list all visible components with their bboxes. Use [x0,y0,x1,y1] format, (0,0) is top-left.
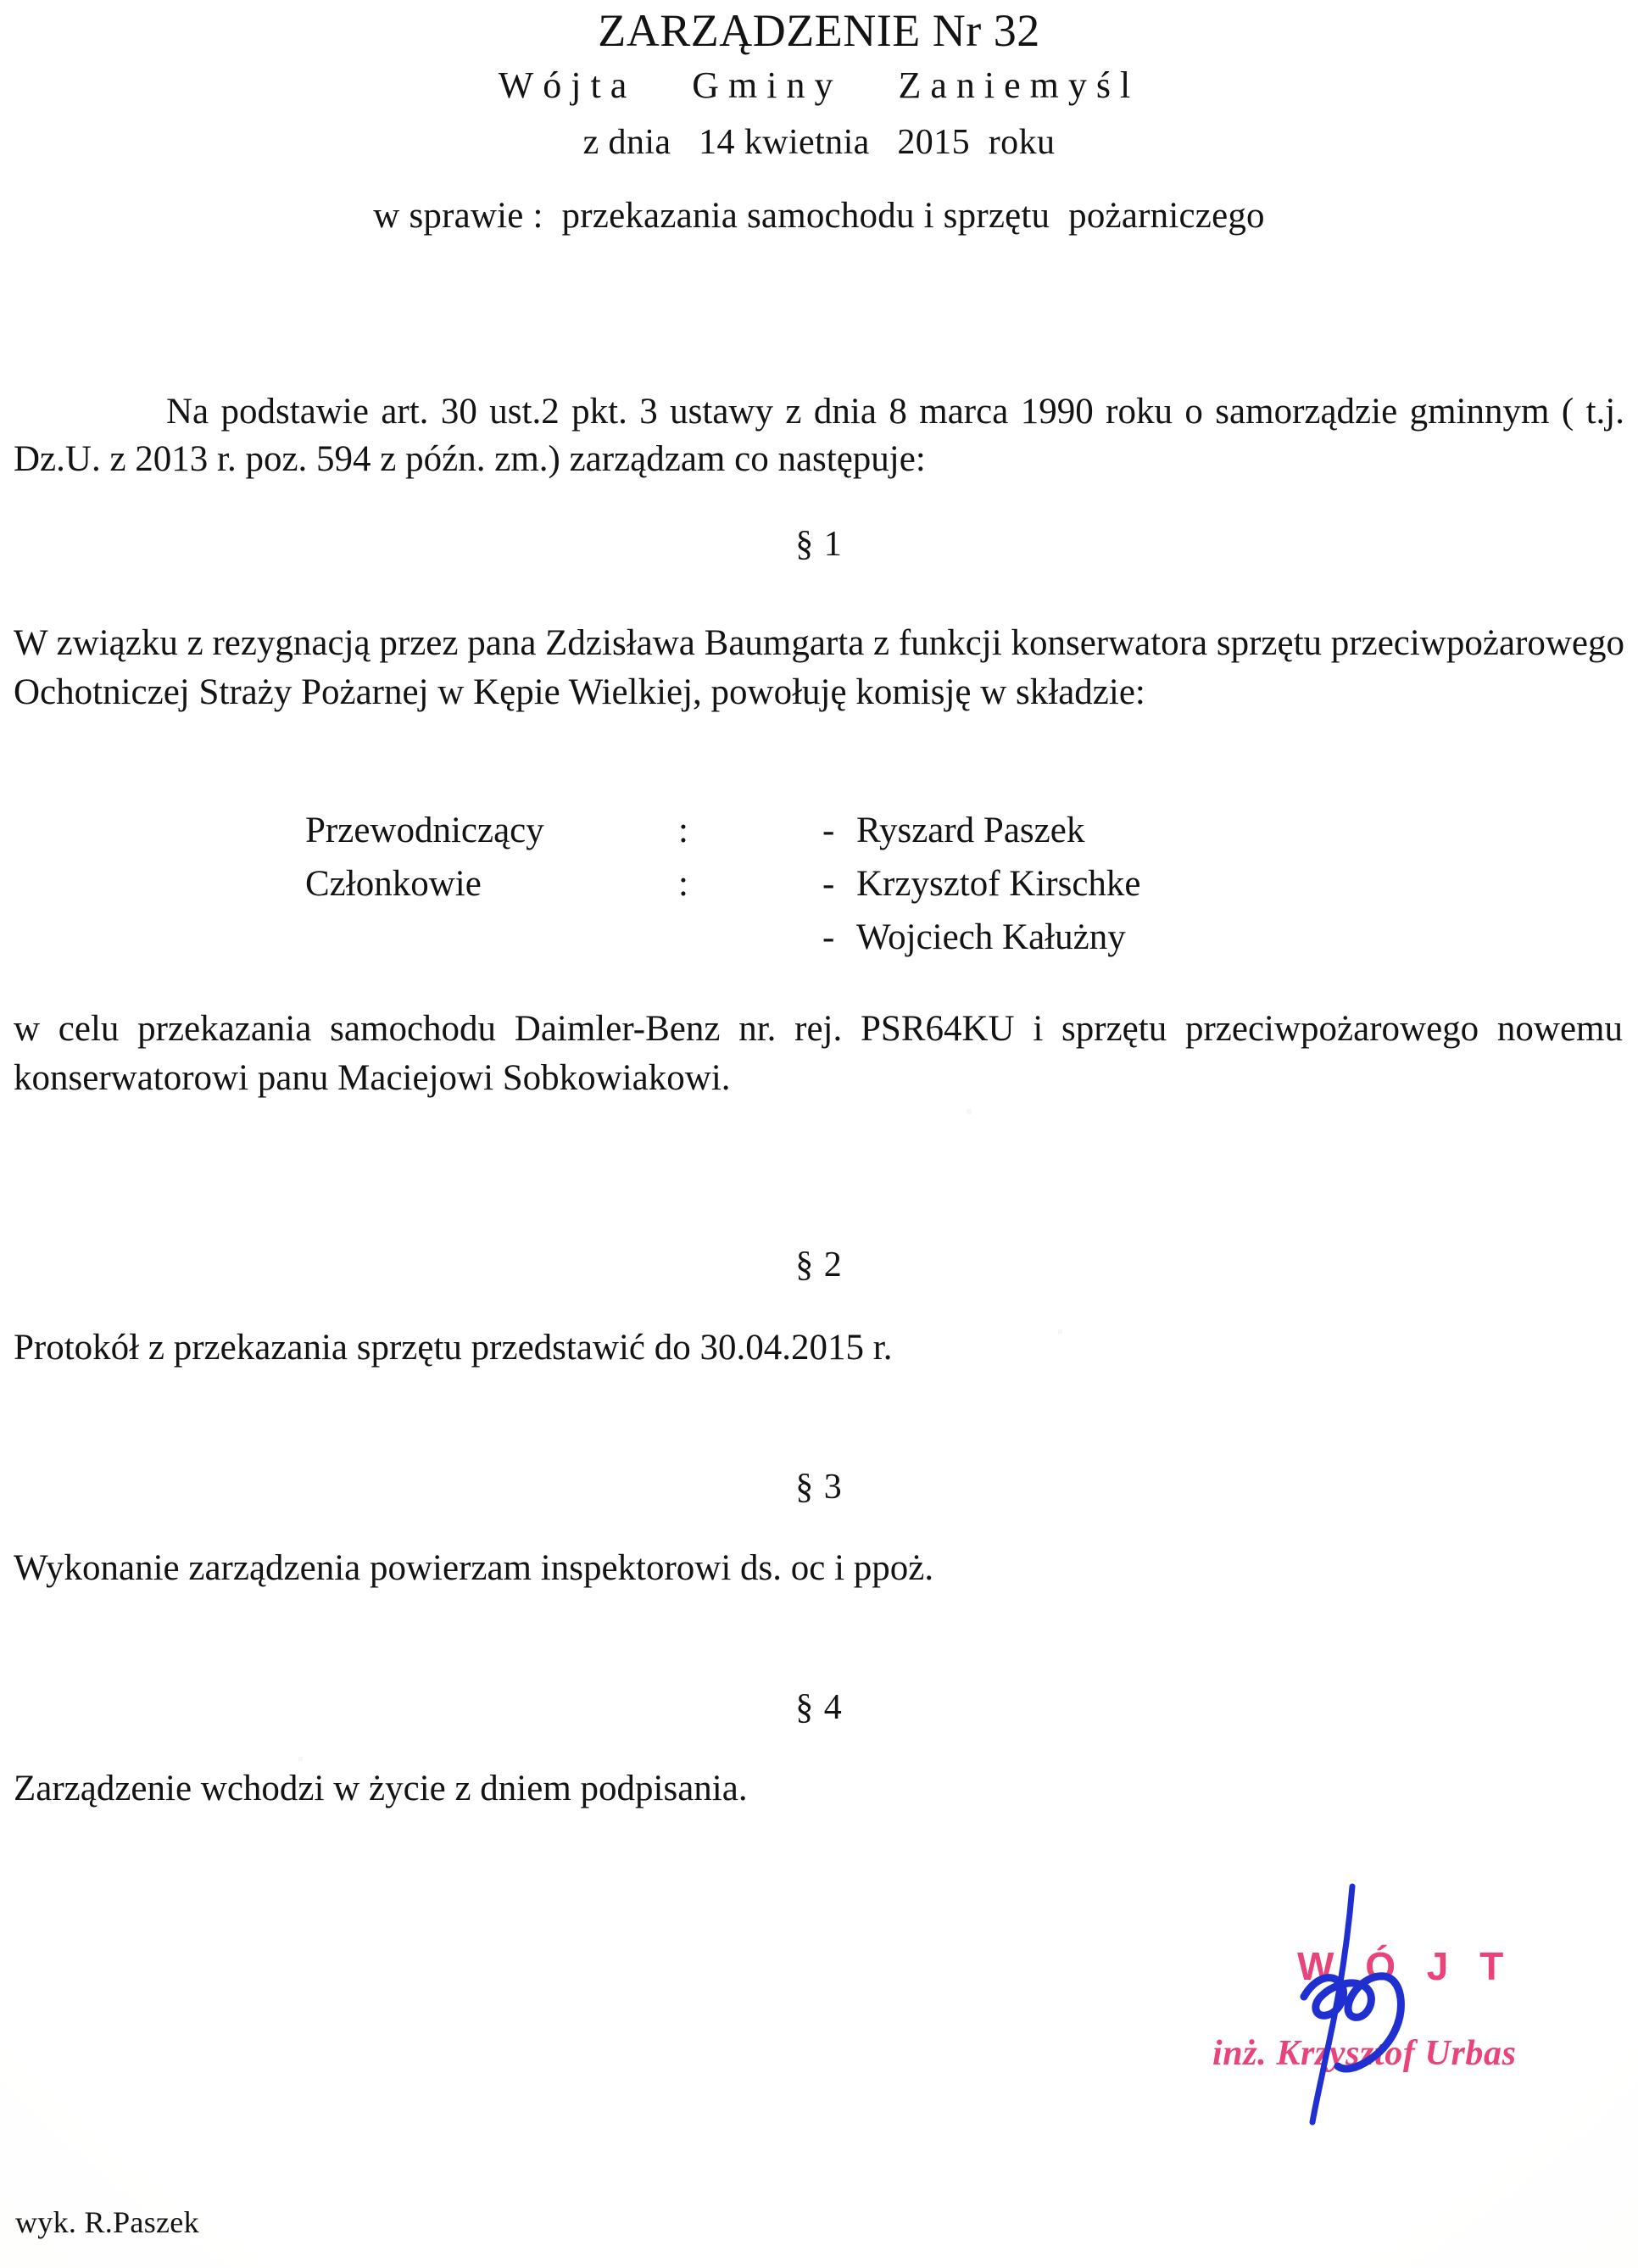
committee-colon: : [678,863,688,904]
document-date: z dnia 14 kwietnia 2015 roku [582,123,1056,162]
document-subject: w sprawie : przekazania samochodu i sprzętu pożarniczego [373,196,1265,236]
committee-dash: - [822,863,835,904]
document-authority: Wójta Gminy Zaniemyśl [498,64,1140,106]
committee-colon [678,914,822,967]
stamp-signatory-name: inż. Krzysztof Urbas [1212,2034,1517,2073]
committee-role [305,914,678,967]
scan-speckle [298,1757,303,1761]
section-4-marker: § 4 [795,1688,843,1727]
section-2-body: Protokół z przekazania sprzętu przedstawić do 30.04.2015 r. [14,1328,893,1368]
committee-row [305,914,1141,967]
committee-row [305,861,1141,914]
section-4-body: Zarządzenie wchodzi w życie z dniem podpisania. [14,1769,748,1808]
committee-list [305,807,1141,967]
section-1-closing: w celu przekazania samochodu Daimler-Benz nr. rej. PSR64KU i sprzętu przeciwpożarowego nowemu konserwatorowi panu Maciejowi Sobkowiakowi. [14,1009,1623,1099]
scan-speckle [1058,1329,1062,1334]
stamp-title: W Ó J T [1297,1944,1514,1988]
committee-role: Członkowie [305,863,482,904]
committee-dash: - [822,811,835,850]
section-1-marker: § 1 [795,525,843,564]
section-2-marker: § 2 [795,1245,843,1284]
committee-colon: : [678,811,688,850]
document-title: ZARZĄDZENIE Nr 32 [598,5,1040,56]
committee-row [305,807,1141,861]
scan-speckle [967,1109,972,1114]
section-3-marker: § 3 [795,1468,843,1507]
section-1-body: W związku z rezygnacją przez pana Zdzisława Baumgarta z funkcji konserwatora sprzętu przeciwpożarowego Ochotniczej Straży Pożarnej w Kępie Wielkiej, powołuję komisję w składzie: [14,623,1624,713]
committee-member-name: Wojciech Kałużny [856,917,1126,957]
committee-member-name: Ryszard Paszek [856,811,1085,850]
committee-member-name: Krzysztof Kirschke [856,863,1141,904]
committee-role: Przewodniczący [305,811,544,850]
committee-dash: - [822,917,835,957]
legal-basis-paragraph: Na podstawie art. 30 ust.2 pkt. 3 ustawy z dnia 8 marca 1990 roku o samorządzie gminnym ( t.j. Dz.U. z 2013 r. poz. 594 z późn. zm.) zarządzam co następuje: [14,392,1624,479]
section-3-body: Wykonanie zarządzenia powierzam inspektorowi ds. oc i ppoż. [14,1548,934,1588]
footer-prepared-by: wyk. R.Paszek [15,2205,199,2239]
official-stamp [1212,1908,1568,2111]
